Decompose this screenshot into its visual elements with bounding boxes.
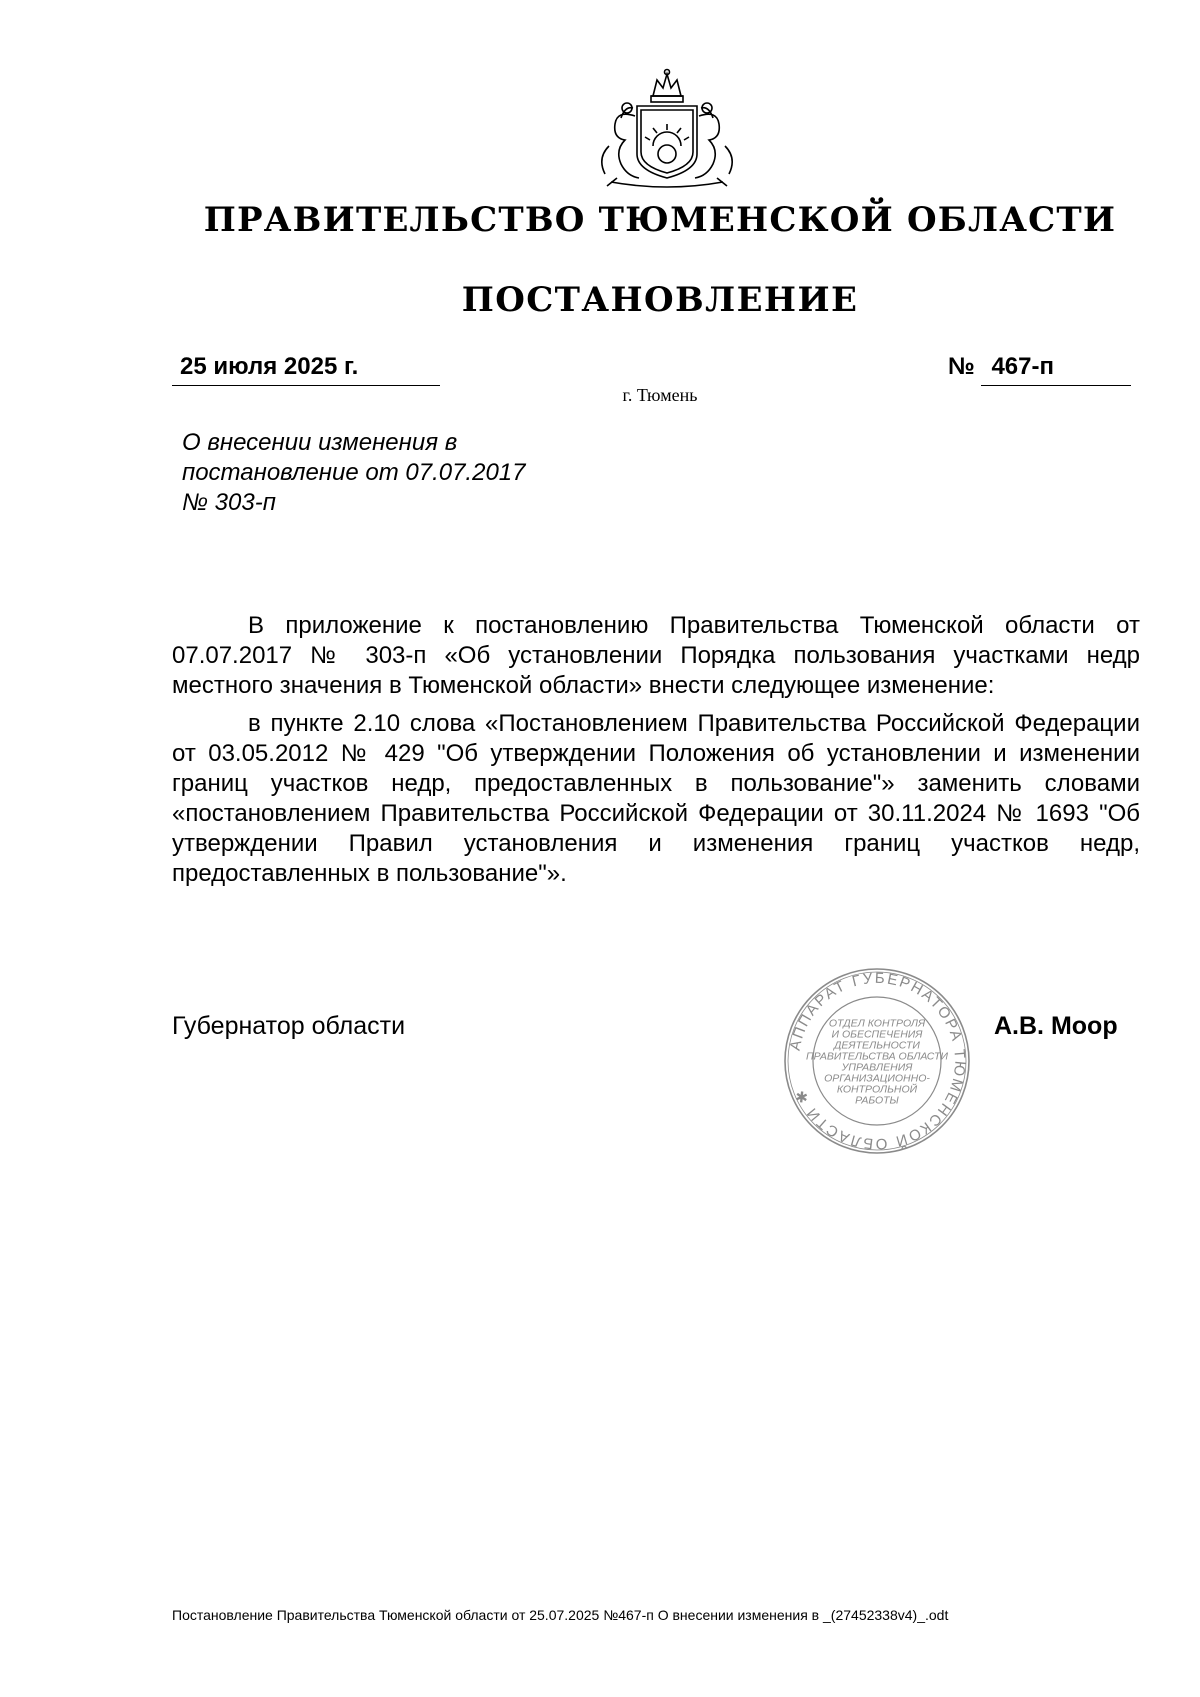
stamp-text-line: ПРАВИТЕЛЬСТВА ОБЛАСТИ	[806, 1050, 948, 1063]
body-paragraph: в пункте 2.10 слова «Постановлением Правительства Российской Федерации от 03.05.2012 № 429 "Об утверждении Положения об установлении и изменении границ участков недр, предоставленных в пользование"» заменить словами «постановлением Правительства Российской Федерации от 30.11.2024 № 1693 "Об утверждении Правил установления и изменения границ участков недр, предоставленных в пользование"».	[172, 710, 1140, 887]
stamp-text-line: ОРГАНИЗАЦИОННО-	[824, 1072, 930, 1085]
document-type-title: ПОСТАНОВЛЕНИЕ	[461, 280, 859, 320]
number-sign: №	[948, 353, 975, 380]
svg-text:АППАРАТ ГУБЕРНАТОРА ТЮМЕНСКОЙ: АППАРАТ ГУБЕРНАТОРА ТЮМЕНСКОЙ ОБЛАСТИ ✱	[786, 969, 969, 1153]
signer-title: Губернатор области	[172, 1012, 406, 1040]
stamp-text-line: И ОБЕСПЕЧЕНИЯ	[831, 1028, 923, 1041]
organization-title: ПРАВИТЕЛЬСТВО ТЮМЕНСКОЙ ОБЛАСТИ	[203, 200, 1117, 240]
document-number-block	[948, 353, 1130, 386]
document-body	[172, 611, 1140, 889]
official-stamp-icon	[782, 966, 972, 1156]
document-subject	[182, 428, 602, 518]
stamp-text-line: КОНТРОЛЬНОЙ	[836, 1083, 918, 1096]
document-number: 467-п	[981, 353, 1131, 386]
stamp-text-line: ОТДЕЛ КОНТРОЛЯ	[828, 1017, 926, 1030]
body-paragraph: В приложение к постановлению Правительства Тюменской области от 07.07.2017 № 303-п «Об установлении Порядка пользования участками недр местного значения в Тюменской области» внести следующее изменение:	[172, 612, 1140, 699]
subject-line: постановление от 07.07.2017	[182, 459, 526, 486]
subject-line: О внесении изменения в	[182, 429, 458, 456]
stamp-text-line: УПРАВЛЕНИЯ	[841, 1061, 913, 1074]
footer-filename: Постановление Правительства Тюменской области от 25.07.2025 №467-п О внесении изменения в _(27452338v4)_.odt	[172, 1607, 949, 1623]
signer-name: А.В. Моор	[994, 1012, 1118, 1040]
subject-line: № 303-п	[182, 489, 276, 516]
coat-of-arms-icon	[587, 66, 747, 190]
stamp-text-line: РАБОТЫ	[855, 1094, 899, 1107]
stamp-text-line: ДЕЯТЕЛЬНОСТИ	[834, 1039, 920, 1052]
document-date: 25 июля 2025 г.	[172, 353, 440, 386]
document-city: г. Тюмень	[622, 385, 698, 405]
